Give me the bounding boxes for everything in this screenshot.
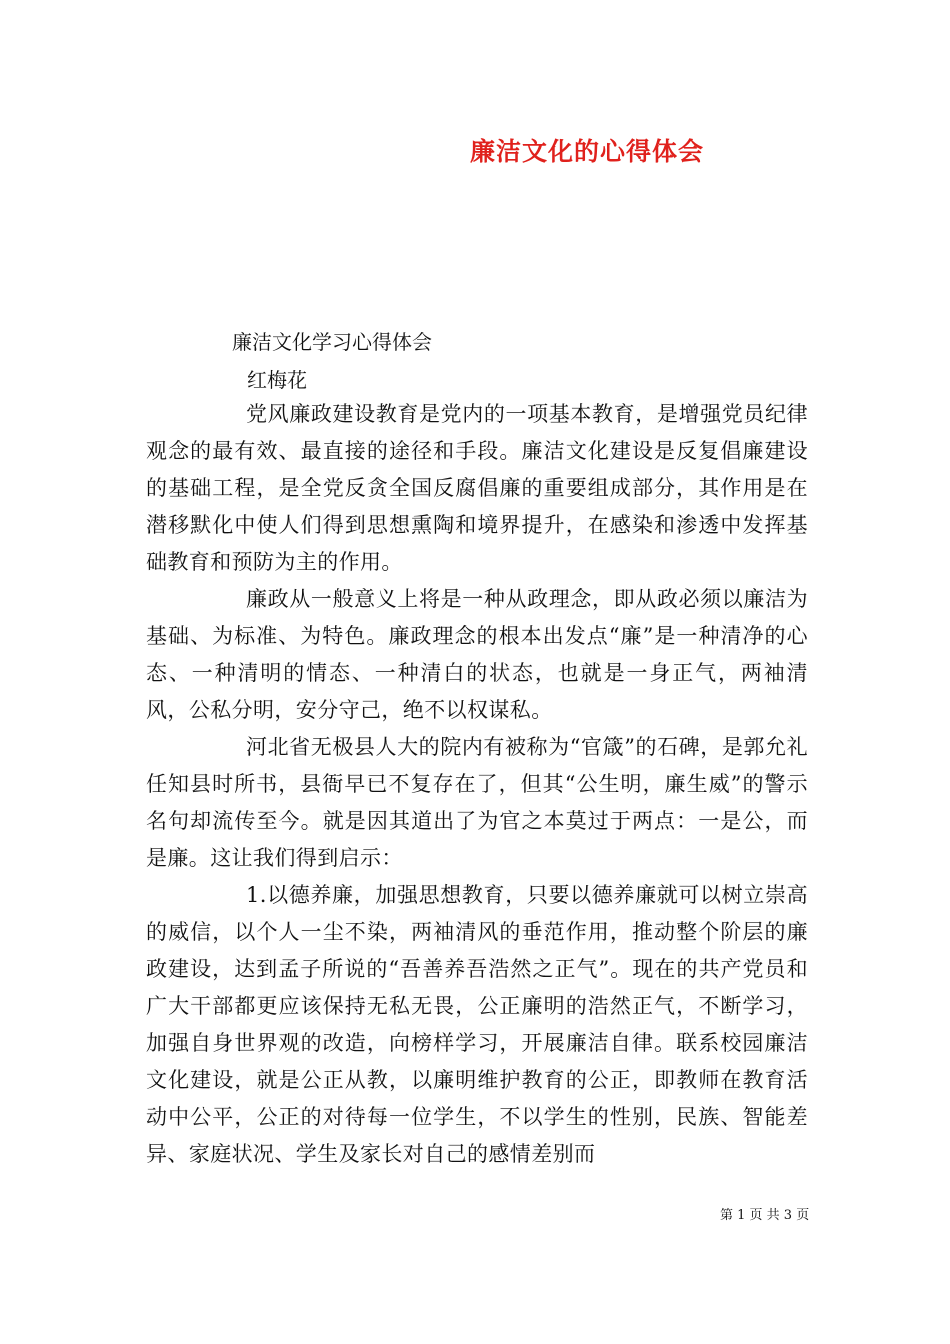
document-subtitle: 廉洁文化学习心得体会	[232, 330, 432, 354]
paragraph-4: 1.以德养廉，加强思想教育，只要以德养廉就可以树立崇高的威信，以个人一尘不染，两袖清风的垂范作用，推动整个阶层的廉政建设，达到孟子所说的“吾善养吾浩然之正气”。现在的共产党员和广大干部都更应该保持无私无畏，公正廉明的浩然正气，不断学习，加强自身世界观的改造，向榜样学习，开展廉洁自律。联系校园廉洁文化建设，就是公正从教，以廉明维护教育的公正，即教师在教育活动中公平，公正的对待每一位学生，不以学生的性别，民族、智能差异、家庭状况、学生及家长对自己的感情差别而	[146, 883, 808, 1166]
document-title: 廉洁文化的心得体会	[470, 137, 705, 166]
paragraph-1: 党风廉政建设教育是党内的一项基本教育，是增强党员纪律观念的最有效、最直接的途径和手段。廉洁文化建设是反复倡廉建设的基础工程，是全党反贪全国反腐倡廉的重要组成部分，其作用是在潜移默化中使人们得到思想熏陶和境界提升，在感染和渗透中发挥基础教育和预防为主的作用。	[146, 402, 808, 574]
paragraph-3: 河北省无极县人大的院内有被称为“官箴”的石碑，是郭允礼任知县时所书，县衙早已不复存在了，但其“公生明，廉生威”的警示名句却流传至今。就是因其道出了为官之本莫过于两点：一是公，而是廉。这让我们得到启示：	[146, 735, 808, 870]
document-body	[146, 396, 808, 1173]
page-footer: 第 1 页 共 3 页	[720, 1208, 810, 1223]
document-author: 红梅花	[247, 368, 307, 392]
paragraph-2: 廉政从一般意义上将是一种从政理念，即从政必须以廉洁为基础、为标准、为特色。廉政理念的根本出发点“廉”是一种清净的心态、一种清明的情态、一种清白的状态，也就是一身正气，两袖清风，公私分明，安分守己，绝不以权谋私。	[146, 587, 808, 722]
